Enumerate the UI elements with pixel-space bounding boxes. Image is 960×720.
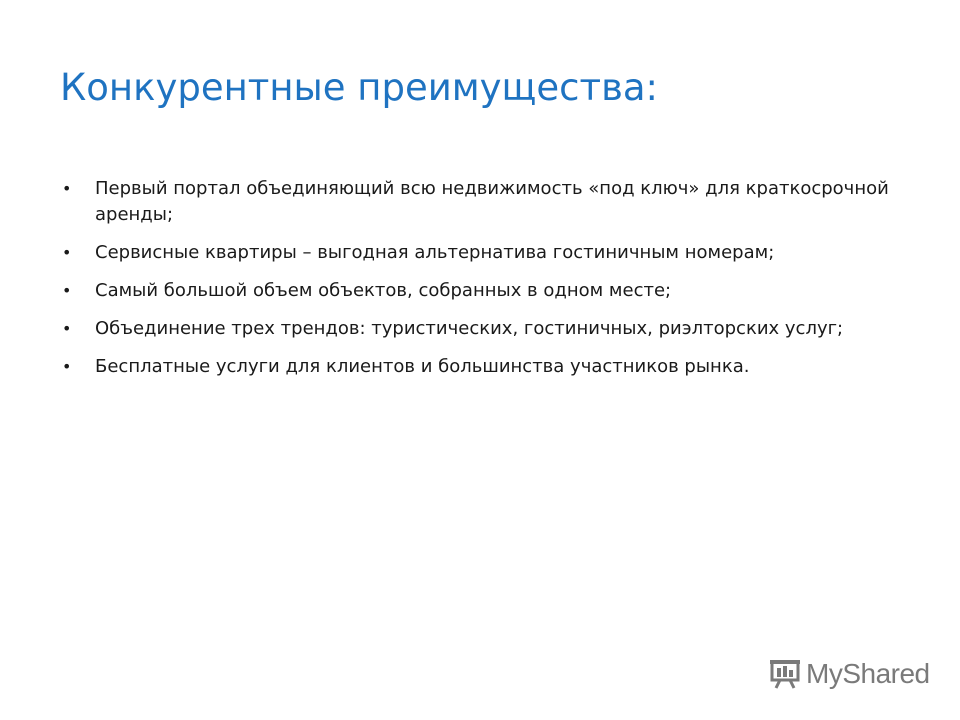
bullet-list [62,176,912,392]
slide-title: Конкурентные преимущества: [60,66,659,109]
bullet-icon: • [62,243,72,262]
bullet-icon: • [62,357,72,376]
bullet-text: Первый портал объединяющий всю недвижимость «под ключ» для краткосрочной аренды; [95,178,889,225]
bullet-text: Сервисные квартиры – выгодная альтернатива гостиничным номерам; [95,242,775,263]
watermark-text: MyShared [806,658,930,689]
list-item [62,278,912,304]
list-item [62,354,912,380]
list-item [62,240,912,266]
bullet-text: Бесплатные услуги для клиентов и большинства участников рынка. [95,356,750,377]
bullet-text: Объединение трех трендов: туристических, гостиничных, риэлторских услуг; [95,318,844,339]
bullet-text: Самый большой объем объектов, собранных в одном месте; [95,280,672,301]
bullet-icon: • [62,281,72,300]
presentation-board-icon [768,658,802,690]
bullet-icon: • [62,319,72,338]
list-item [62,316,912,342]
myshared-watermark [768,656,930,692]
list-item [62,176,912,228]
bullet-icon: • [62,179,72,198]
